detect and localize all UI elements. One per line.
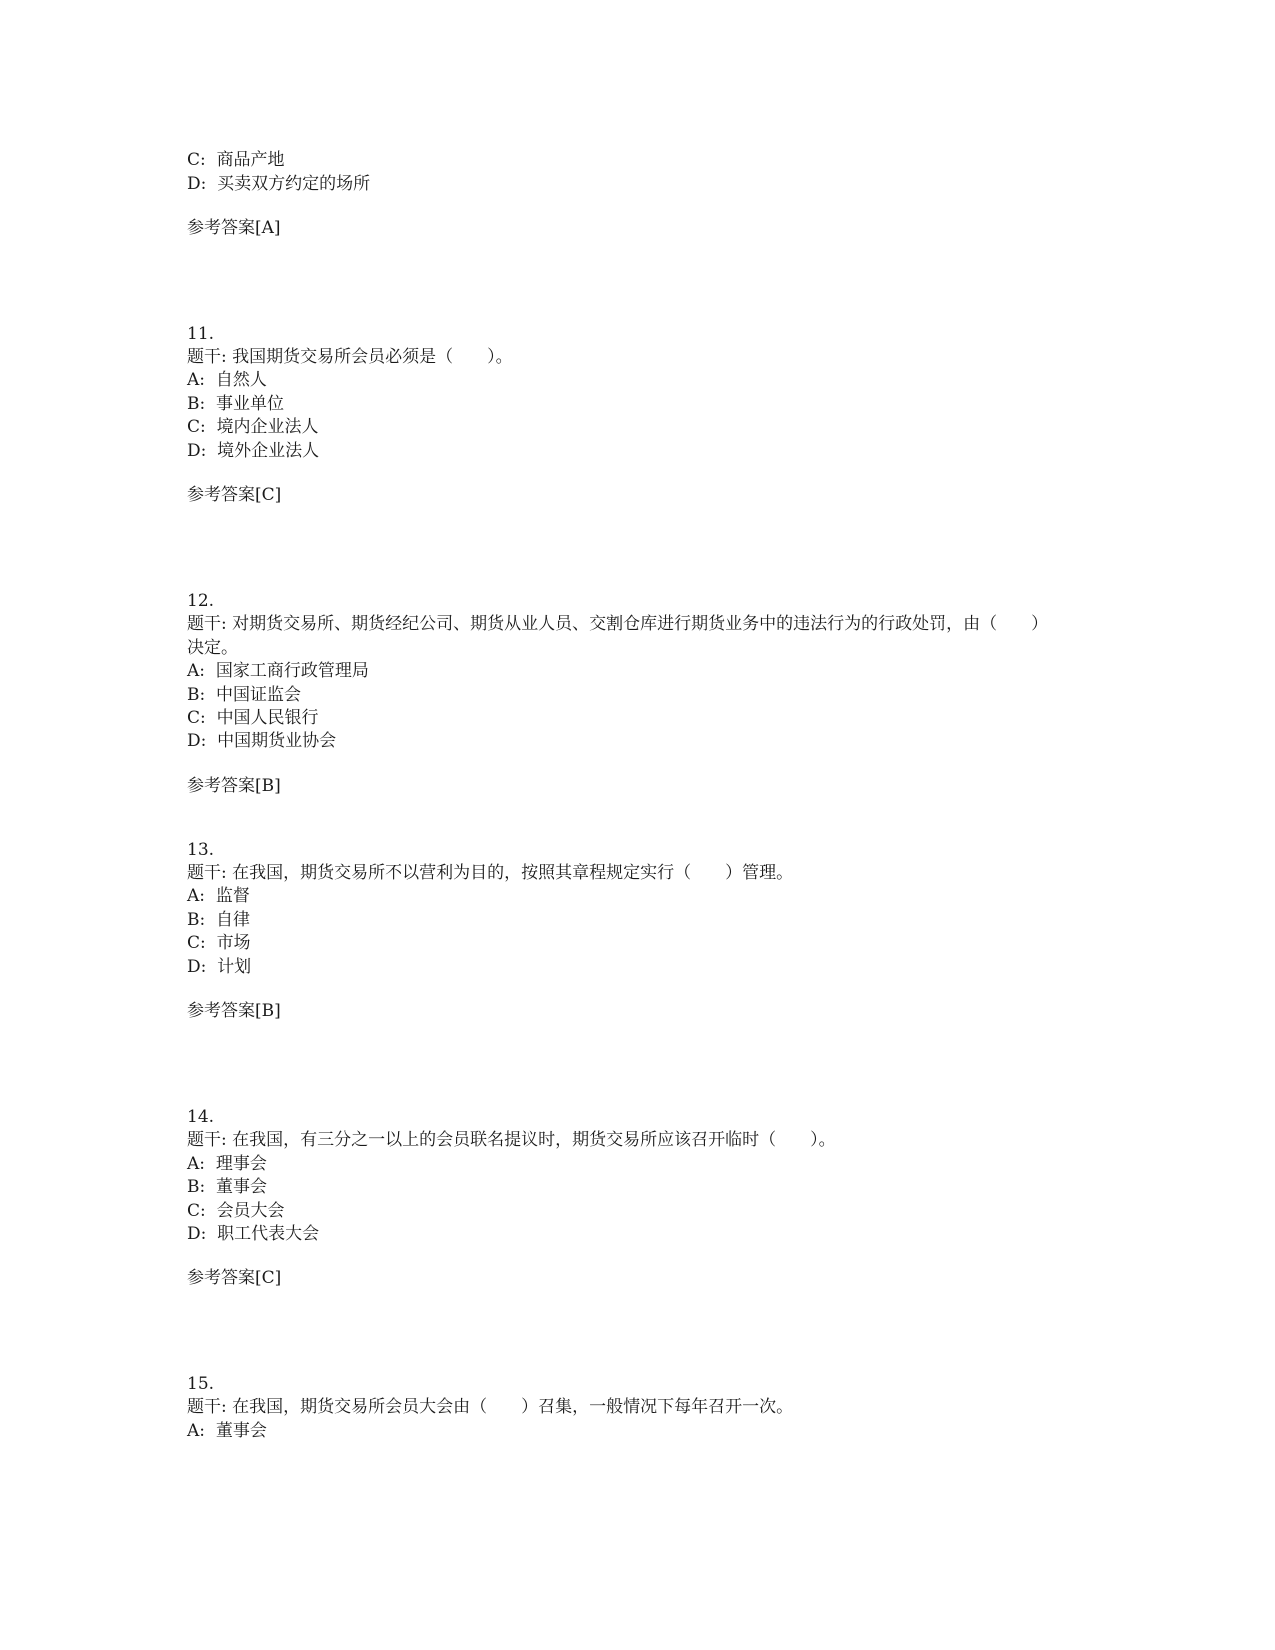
- question-stem: 题干: 在我国，有三分之一以上的会员联名提议时，期货交易所应该召开临时（ ）。: [187, 1130, 836, 1150]
- option-b: B: 事业单位: [187, 394, 285, 414]
- option-c: C: 中国人民银行: [187, 708, 319, 728]
- question-stem: 题干: 在我国，期货交易所会员大会由（ ）召集，一般情况下每年召开一次。: [187, 1397, 794, 1417]
- reference-answer: 参考答案[C]: [187, 1268, 282, 1288]
- option-a: A: 自然人: [187, 370, 267, 390]
- reference-answer: 参考答案[A]: [187, 218, 281, 238]
- option-c: C: 会员大会: [187, 1201, 285, 1221]
- question-number: 11.: [187, 324, 215, 344]
- option-d: D: 买卖双方约定的场所: [187, 174, 371, 194]
- option-a: A: 监督: [187, 886, 250, 906]
- question-stem: 题干: 对期货交易所、期货经纪公司、期货从业人员、交割仓库进行期货业务中的违法行为的行政处罚，由（ ）: [187, 614, 1049, 634]
- reference-answer: 参考答案[B]: [187, 1001, 281, 1021]
- question-stem-continued: 决定。: [187, 638, 238, 658]
- reference-answer: 参考答案[B]: [187, 776, 281, 796]
- option-a: A: 理事会: [187, 1154, 267, 1174]
- question-number: 13.: [187, 840, 215, 860]
- option-b: B: 中国证监会: [187, 685, 302, 705]
- option-a: A: 国家工商行政管理局: [187, 661, 369, 681]
- question-number: 15.: [187, 1374, 215, 1394]
- option-a: A: 董事会: [187, 1421, 267, 1441]
- option-c: C: 境内企业法人: [187, 417, 319, 437]
- option-d: D: 中国期货业协会: [187, 731, 337, 751]
- option-d: D: 职工代表大会: [187, 1224, 320, 1244]
- question-stem: 题干: 在我国，期货交易所不以营利为目的，按照其章程规定实行（ ）管理。: [187, 863, 794, 883]
- option-c: C: 市场: [187, 933, 251, 953]
- option-d: D: 境外企业法人: [187, 441, 320, 461]
- option-b: B: 自律: [187, 910, 251, 930]
- question-stem: 题干: 我国期货交易所会员必须是（ ）。: [187, 347, 513, 367]
- option-b: B: 董事会: [187, 1177, 268, 1197]
- question-number: 14.: [187, 1107, 215, 1127]
- question-number: 12.: [187, 591, 215, 611]
- reference-answer: 参考答案[C]: [187, 485, 282, 505]
- option-d: D: 计划: [187, 957, 252, 977]
- option-c: C: 商品产地: [187, 150, 285, 170]
